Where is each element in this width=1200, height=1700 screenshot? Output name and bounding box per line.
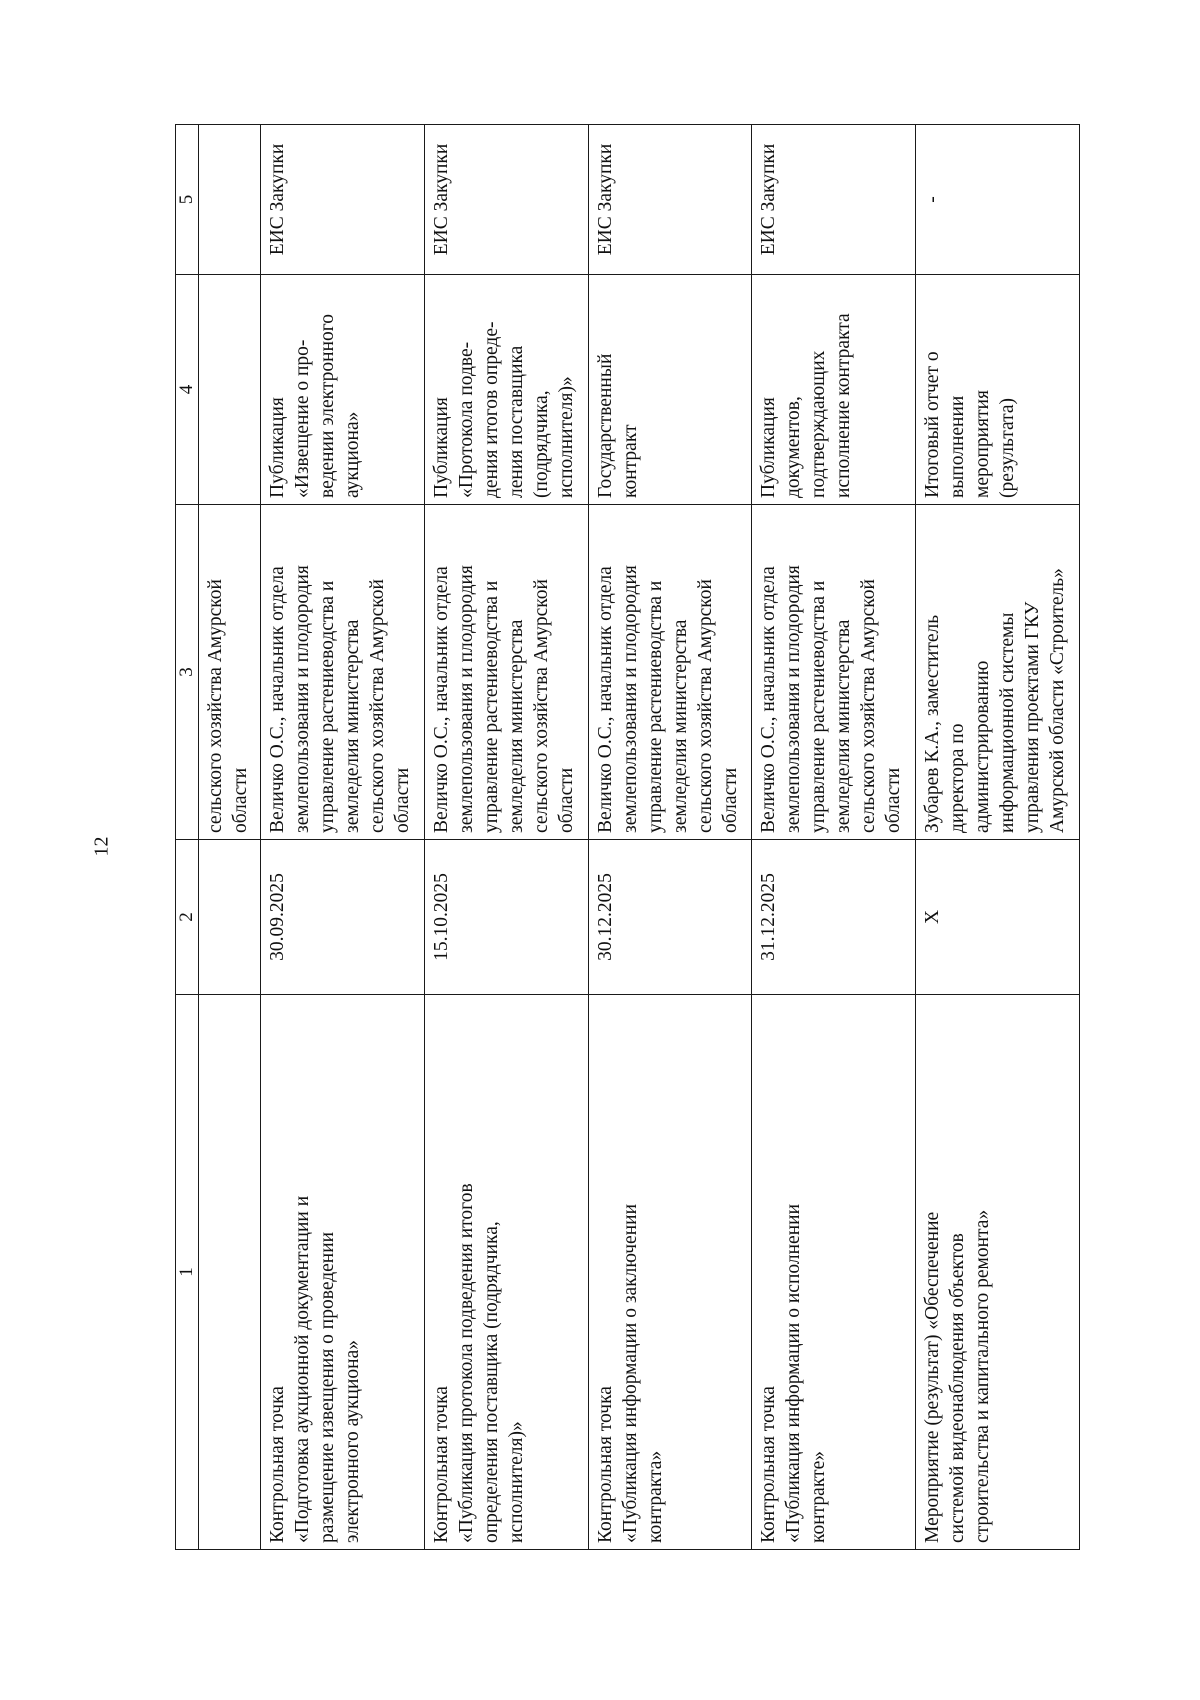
document-line: исполнителя)» [555, 376, 577, 498]
document-line: ведении электронного [317, 313, 338, 498]
event-line: системой видеонаблюдения объектов [947, 1233, 969, 1543]
date-cell: Х [916, 840, 1080, 995]
responsible-line: земледелия министерства [669, 619, 691, 833]
event-line: Мероприятие (результат) «Обеспечение [922, 1211, 944, 1543]
responsible-line: сельского хозяйства Амурской [858, 579, 880, 833]
event-line: Контрольная точка [594, 1386, 616, 1543]
table-row [261, 125, 425, 1550]
event-cell [424, 995, 588, 1550]
event-line: контракта» [644, 1450, 666, 1543]
header-col-3: 3 [176, 505, 199, 840]
date-cell: 15.10.2025 [424, 840, 588, 995]
event-line: «Публикация информации о исполнении [783, 1203, 805, 1543]
document-cell [916, 275, 1080, 505]
responsible-line: управление растениеводства и [480, 580, 502, 833]
event-line: «Подготовка аукционной документации и [292, 1195, 313, 1543]
responsible-cell [916, 505, 1080, 840]
document-line: Публикация [758, 397, 780, 498]
responsible-line: управление растениеводства и [317, 580, 338, 833]
document-line: выполнении [947, 395, 969, 498]
responsible-cell [588, 505, 752, 840]
document-line: Публикация [267, 397, 288, 498]
table-row [588, 125, 752, 1550]
event-line: исполнителя)» [505, 1421, 527, 1543]
responsible-line: информационной системы [997, 612, 1019, 833]
event-line: Контрольная точка [758, 1386, 780, 1543]
header-row [176, 125, 199, 1550]
responsible-line: Величко О.С., начальник отдела [758, 566, 780, 833]
responsible-line: земледелия министерства [505, 619, 527, 833]
continuation-cell-4 [199, 275, 261, 505]
responsible-line: землепользования и плодородия [455, 565, 477, 833]
responsible-line: земледелия министерства [833, 619, 855, 833]
event-line: Контрольная точка [430, 1386, 452, 1543]
event-line: электронного аукциона» [342, 1340, 363, 1543]
date-cell: 31.12.2025 [752, 840, 916, 995]
date-cell: 30.09.2025 [261, 840, 425, 995]
responsible-line: земледелия министерства [342, 619, 363, 833]
document-line: «Протокола подве- [455, 341, 477, 498]
responsible-cell [752, 505, 916, 840]
responsible-line: землепользования и плодородия [619, 565, 641, 833]
date-cell: 30.12.2025 [588, 840, 752, 995]
responsible-line: Величко О.С., начальник отдела [267, 566, 288, 833]
document-line: (подрядчика, [530, 390, 552, 498]
responsible-line: Величко О.С., начальник отдела [430, 566, 452, 833]
event-line: «Публикация информации о заключении [619, 1203, 641, 1543]
continuation-cell-1 [199, 995, 261, 1550]
control-points-table [175, 124, 1080, 1550]
system-cell: - [916, 125, 1080, 275]
document-cell [752, 275, 916, 505]
document-line: контракт [619, 424, 641, 498]
continuation-line: сельского хозяйства Амурской [205, 579, 226, 833]
document-cell [261, 275, 425, 505]
page-number: 12 [90, 836, 113, 857]
header-col-2: 2 [176, 840, 199, 995]
document-line: дения итогов опреде- [480, 321, 502, 498]
rotated-sheet [175, 125, 1080, 1550]
event-line: контракте» [808, 1451, 830, 1543]
document-line: Публикация [430, 397, 452, 498]
continuation-line: области [230, 767, 251, 833]
responsible-line: сельского хозяйства Амурской [694, 579, 716, 833]
responsible-line: области [719, 767, 741, 833]
event-cell [752, 995, 916, 1550]
responsible-line: сельского хозяйства Амурской [530, 579, 552, 833]
continuation-cell-3 [199, 505, 261, 840]
responsible-line: области [392, 767, 413, 833]
document-line: Государственный [594, 353, 616, 498]
responsible-line: управление растениеводства и [808, 580, 830, 833]
document-line: (результата) [997, 397, 1019, 498]
system-cell: ЕИС Закупки [588, 125, 752, 275]
document-line: ления поставщика [505, 345, 527, 498]
system-cell: ЕИС Закупки [261, 125, 425, 275]
document-cell [588, 275, 752, 505]
continuation-cell-2 [199, 840, 261, 995]
responsible-line: области [883, 767, 905, 833]
document-line: Итоговый отчет о [922, 351, 944, 498]
responsible-line: землепользования и плодородия [783, 565, 805, 833]
responsible-cell [261, 505, 425, 840]
continuation-cell-5 [199, 125, 261, 275]
event-cell [588, 995, 752, 1550]
responsible-line: Зубарев К.А., заместитель [922, 614, 944, 833]
table-row [916, 125, 1080, 1550]
responsible-line: управление растениеводства и [644, 580, 666, 833]
header-col-1: 1 [176, 995, 199, 1550]
responsible-line: Амурской области «Строитель» [1047, 568, 1069, 833]
header-col-5: 5 [176, 125, 199, 275]
header-col-4: 4 [176, 275, 199, 505]
document-line: аукциона» [342, 411, 363, 498]
document-line: исполнение контракта [833, 313, 855, 498]
event-cell [916, 995, 1080, 1550]
event-line: строительства и капитального ремонта» [972, 1209, 994, 1543]
responsible-line: управления проектами ГКУ [1022, 601, 1044, 833]
responsible-line: землепользования и плодородия [292, 565, 313, 833]
event-line: «Публикация протокола подведения итогов [455, 1183, 477, 1543]
continuation-row [199, 125, 261, 1550]
responsible-line: сельского хозяйства Амурской [367, 579, 388, 833]
document-line: документов, [783, 396, 805, 498]
responsible-line: администрированию [972, 660, 994, 833]
event-cell [261, 995, 425, 1550]
document-line: мероприятия [972, 389, 994, 498]
table-row [424, 125, 588, 1550]
responsible-line: директора по [947, 723, 969, 833]
responsible-line: области [555, 767, 577, 833]
event-line: Контрольная точка [267, 1386, 288, 1543]
document-cell [424, 275, 588, 505]
system-cell: ЕИС Закупки [424, 125, 588, 275]
table-row [752, 125, 916, 1550]
event-line: определения поставщика (подрядчика, [480, 1221, 502, 1543]
document-line: подтверждающих [808, 350, 830, 498]
event-line: размещение извещения о проведении [317, 1231, 338, 1543]
responsible-cell [424, 505, 588, 840]
responsible-line: Величко О.С., начальник отдела [594, 566, 616, 833]
document-line: «Извещение о про- [292, 339, 313, 498]
system-cell: ЕИС Закупки [752, 125, 916, 275]
